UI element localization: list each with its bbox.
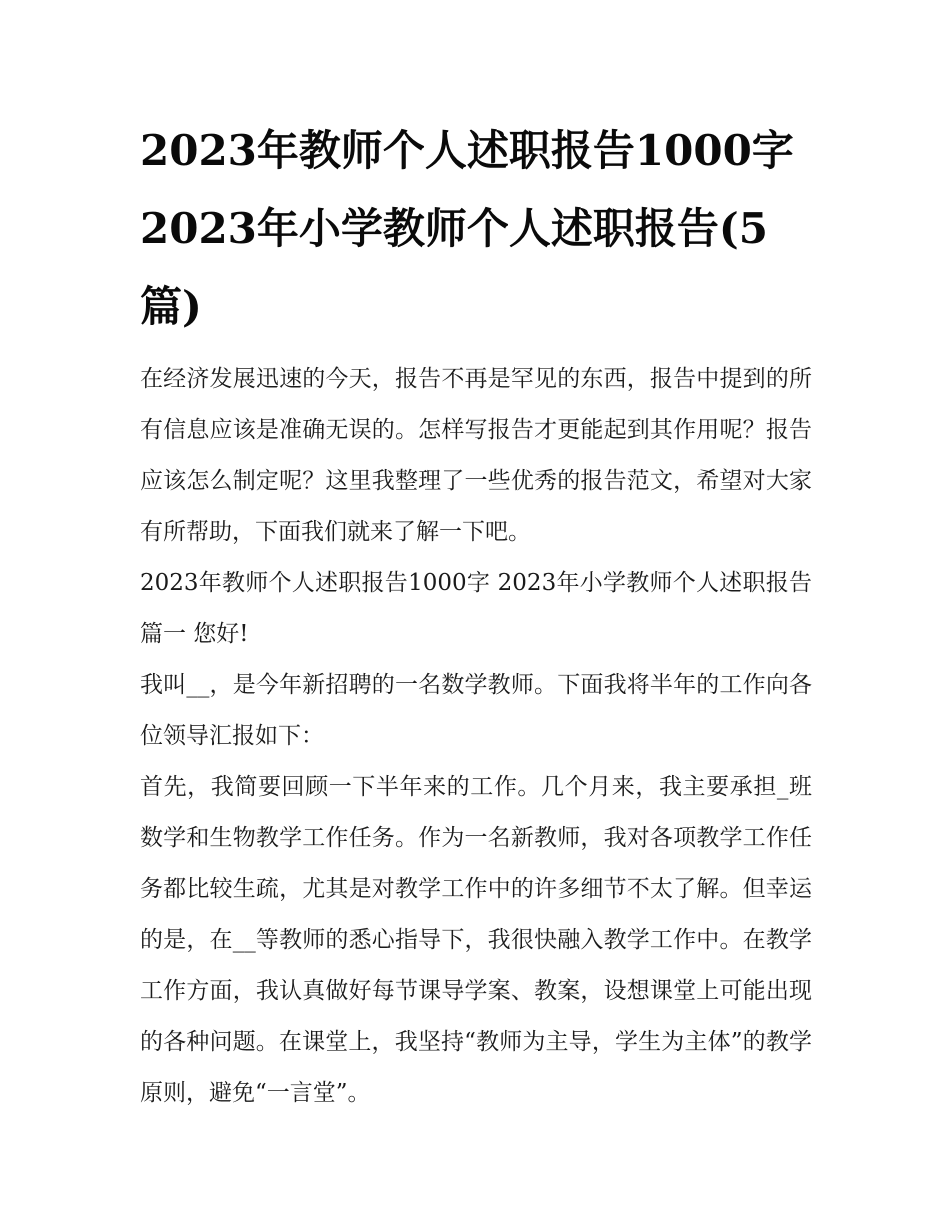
intro-paragraph: 在经济发展迅速的今天，报告不再是罕见的东西，报告中提到的所有信息应该是准确无误的。怎样写报告才更能起到其作用呢？报告应该怎么制定呢？这里我整理了一些优秀的报告范文，希望对大家有所帮助，下面我们就来了解一下吧。	[140, 366, 812, 545]
document-page	[140, 112, 812, 1119]
title-spacer	[140, 346, 812, 354]
work-review-paragraph: 首先，我简要回顾一下半年来的工作。几个月来，我主要承担_班数学和生物教学工作任务。作为一名新教师，我对各项教学工作任务都比较生疏，尤其是对教学工作中的许多细节不太了解。但幸运的是，在__等教师的悉心指导下，我很快融入教学工作中。在教学工作方面，我认真做好每节课导学案、教案，设想课堂上可能出现的各种问题。在课堂上，我坚持“教师为主导，学生为主体”的教学原则，避免“一言堂”。	[140, 774, 812, 1106]
section-heading-paragraph: 2023年教师个人述职报告1000字 2023年小学教师个人述职报告篇一 您好!	[140, 570, 812, 647]
self-introduction-paragraph: 我叫__，是今年新招聘的一名数学教师。下面我将半年的工作向各位领导汇报如下：	[140, 672, 812, 749]
document-title: 2023年教师个人述职报告1000字 2023年小学教师个人述职报告(5篇)	[140, 126, 794, 331]
